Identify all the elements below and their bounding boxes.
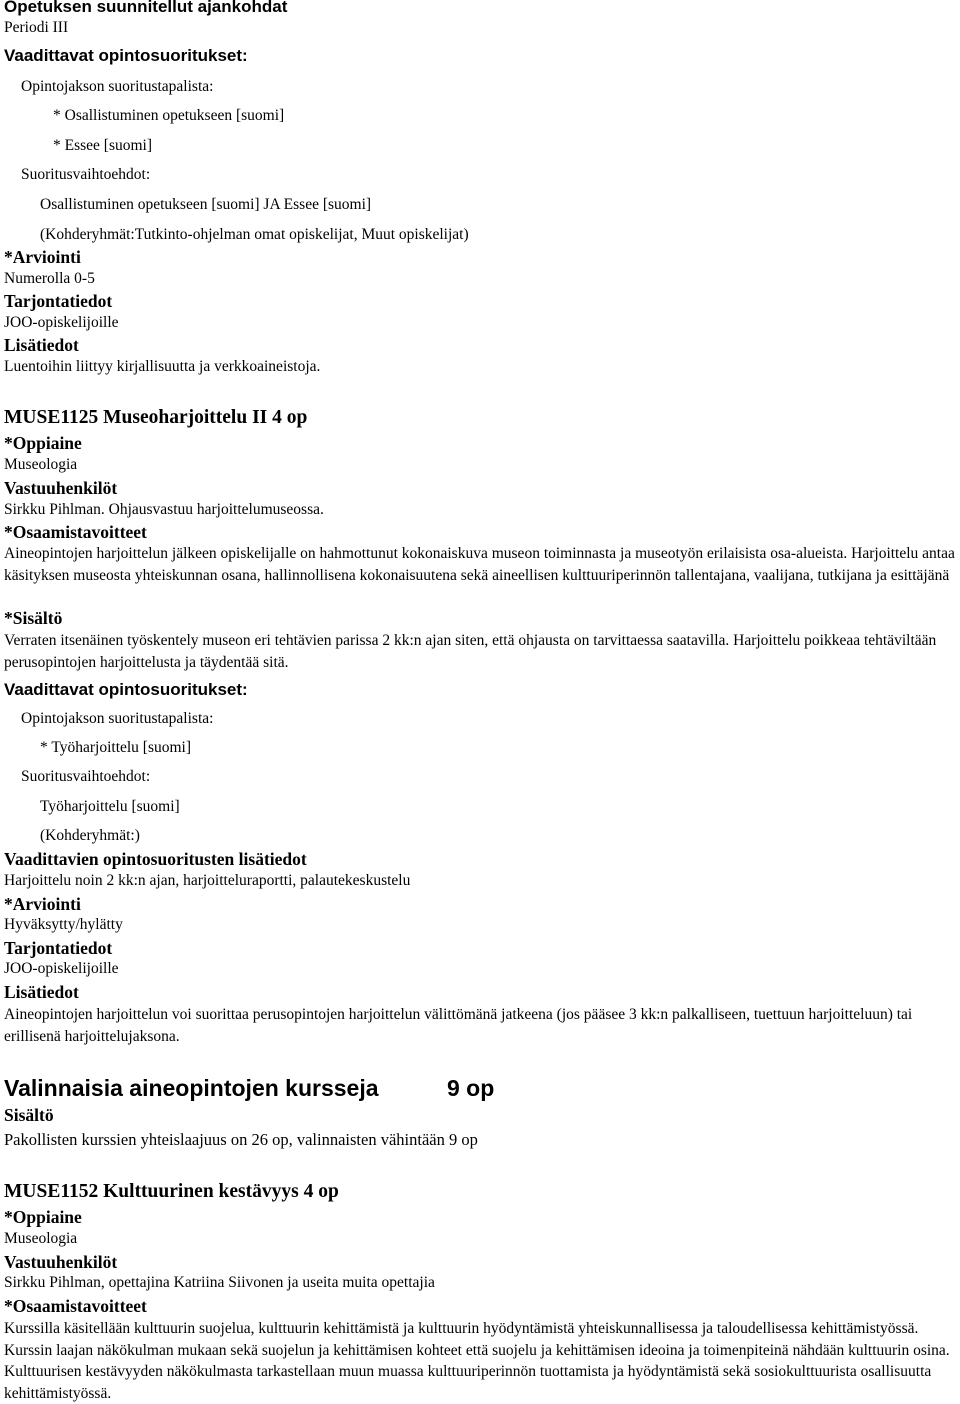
- arviointi-value: Hyväksytty/hylätty: [4, 916, 123, 933]
- arviointi-value: Numerolla 0-5: [4, 270, 95, 287]
- heading-oppiaine: *Oppiaine: [4, 433, 82, 453]
- section-op-value: 9 op: [447, 1075, 495, 1101]
- lisatiedot-value: Luentoihin liittyy kirjallisuutta ja verkkoaineistoja.: [4, 358, 321, 375]
- oppiaine-value: Museologia: [4, 1230, 78, 1247]
- suoritusvaihtoehdot-label: Suoritusvaihtoehdot:: [21, 166, 151, 183]
- heading-lisatiedot: Lisätiedot: [4, 982, 79, 1002]
- heading-tarjontatiedot: Tarjontatiedot: [4, 291, 113, 311]
- heading-sisalto: *Sisältö: [4, 608, 63, 628]
- heading-tarjontatiedot: Tarjontatiedot: [4, 938, 113, 958]
- heading-sisalto: Sisältö: [4, 1105, 54, 1125]
- heading-osaamistavoitteet: *Osaamistavoitteet: [4, 522, 147, 542]
- suoritustapalista-label: Opintojakson suoritustapalista:: [21, 78, 214, 95]
- heading-vastuuhenkilot: Vastuuhenkilöt: [4, 478, 118, 498]
- course-title-muse1152: MUSE1152 Kulttuurinen kestävyys 4 op: [4, 1181, 339, 1202]
- vastuuhenkilot-value: Sirkku Pihlman, opettajina Katriina Siivonen ja useita muita opettajia: [4, 1274, 435, 1291]
- tarjontatiedot-value: JOO-opiskelijoille: [4, 314, 119, 331]
- heading-lisatiedot: Lisätiedot: [4, 335, 79, 355]
- lisatiedot-text: Aineopintojen harjoittelun voi suorittaa perusopintojen harjoittelun välittömänä jatkeena (jos pääsee 3 kk:n palkalliseen, tuettuun harjoitteluun) tai erillisenä harjoittelujaksona.: [4, 1006, 913, 1045]
- heading-vaadittavien-lisatiedot: Vaadittavien opintosuoritusten lisätiedot: [4, 849, 307, 869]
- kohderyhmat: (Kohderyhmät:Tutkinto-ohjelman omat opiskelijat, Muut opiskelijat): [40, 226, 469, 243]
- heading-ajankohta: Opetuksen suunnitellut ajankohdat: [4, 0, 288, 16]
- suoritusvaihtoehto: Työharjoittelu [suomi]: [40, 798, 180, 815]
- suoritustapa-item: * Essee [suomi]: [53, 137, 153, 154]
- suoritustapa-item: * Osallistuminen opetukseen [suomi]: [53, 107, 285, 124]
- course-title-muse1125: MUSE1125 Museoharjoittelu II 4 op: [4, 407, 308, 428]
- vastuuhenkilot-value: Sirkku Pihlman. Ohjausvastuu harjoittelumuseossa.: [4, 501, 324, 518]
- heading-arviointi: *Arviointi: [4, 247, 81, 267]
- osaamistavoitteet-text: Aineopintojen harjoittelun jälkeen opiskelijalle on hahmottunut kokonaiskuva museon toiminnasta ja museotyön erilaisista osa-alueista. Harjoittelu antaa käsityksen museosta yhteiskunnan osana, hallinnollisena kokonaisuutena sekä aineellisen kulttuuriperinnön tallentajana, vaalijana, tutkijana ja esittäjänä: [4, 545, 955, 584]
- heading-oppiaine: *Oppiaine: [4, 1207, 82, 1227]
- heading-arviointi: *Arviointi: [4, 894, 81, 914]
- sisalto-text: Verraten itsenäinen työskentely museon eri tehtävien parissa 2 kk:n ajan siten, että ohjausta on tarvittaessa saatavilla. Harjoittelu poikkeaa tehtäviltään perusopintojen harjoittelusta ja täydentää sitä.: [4, 632, 937, 671]
- vaadittavien-lisatiedot-value: Harjoittelu noin 2 kk:n ajan, harjoitteluraportti, palautekeskustelu: [4, 872, 411, 889]
- heading-vaaditut: Vaadittavat opintosuoritukset:: [4, 46, 248, 65]
- ajankohta-value: Periodi III: [4, 19, 69, 36]
- heading-osaamistavoitteet: *Osaamistavoitteet: [4, 1296, 147, 1316]
- osaamistavoitteet-text: Kurssilla käsitellään kulttuurin suojelua, kulttuurin kehittämistä ja kulttuurin hyödyntämistä yhteiskunnallisessa ja taloudellisessa kehittämistyössä. Kurssin laajan näkökulman mukaan sekä suojelun ja kehittämisen kohteet että suojelu ja kehittämisen ideoina ja toimenpiteinä nähdään kulttuurin osina. Kulttuurisen kestävyyden näkökulmasta tarkastellaan muun muassa kulttuuriperinnön tuottamista ja hyödyntämistä sekä sosiokulttuurista osallisuutta kehittämistyössä.: [4, 1320, 950, 1402]
- suoritustapa-item: * Työharjoittelu [suomi]: [40, 739, 192, 756]
- heading-vaaditut: Vaadittavat opintosuoritukset:: [4, 680, 248, 699]
- suoritusvaihtoehdot-label: Suoritusvaihtoehdot:: [21, 768, 151, 785]
- oppiaine-value: Museologia: [4, 456, 78, 473]
- heading-vastuuhenkilot: Vastuuhenkilöt: [4, 1252, 118, 1272]
- kohderyhmat: (Kohderyhmät:): [40, 827, 140, 844]
- tarjontatiedot-value: JOO-opiskelijoille: [4, 960, 119, 977]
- section-title-valinnaisia: Valinnaisia aineopintojen kursseja: [4, 1075, 379, 1101]
- sisalto-value: Pakollisten kurssien yhteislaajuus on 26 op, valinnaisten vähintään 9 op: [4, 1130, 478, 1149]
- suoritustapalista-label: Opintojakson suoritustapalista:: [21, 710, 214, 727]
- suoritusvaihtoehto: Osallistuminen opetukseen [suomi] JA Essee [suomi]: [40, 196, 372, 213]
